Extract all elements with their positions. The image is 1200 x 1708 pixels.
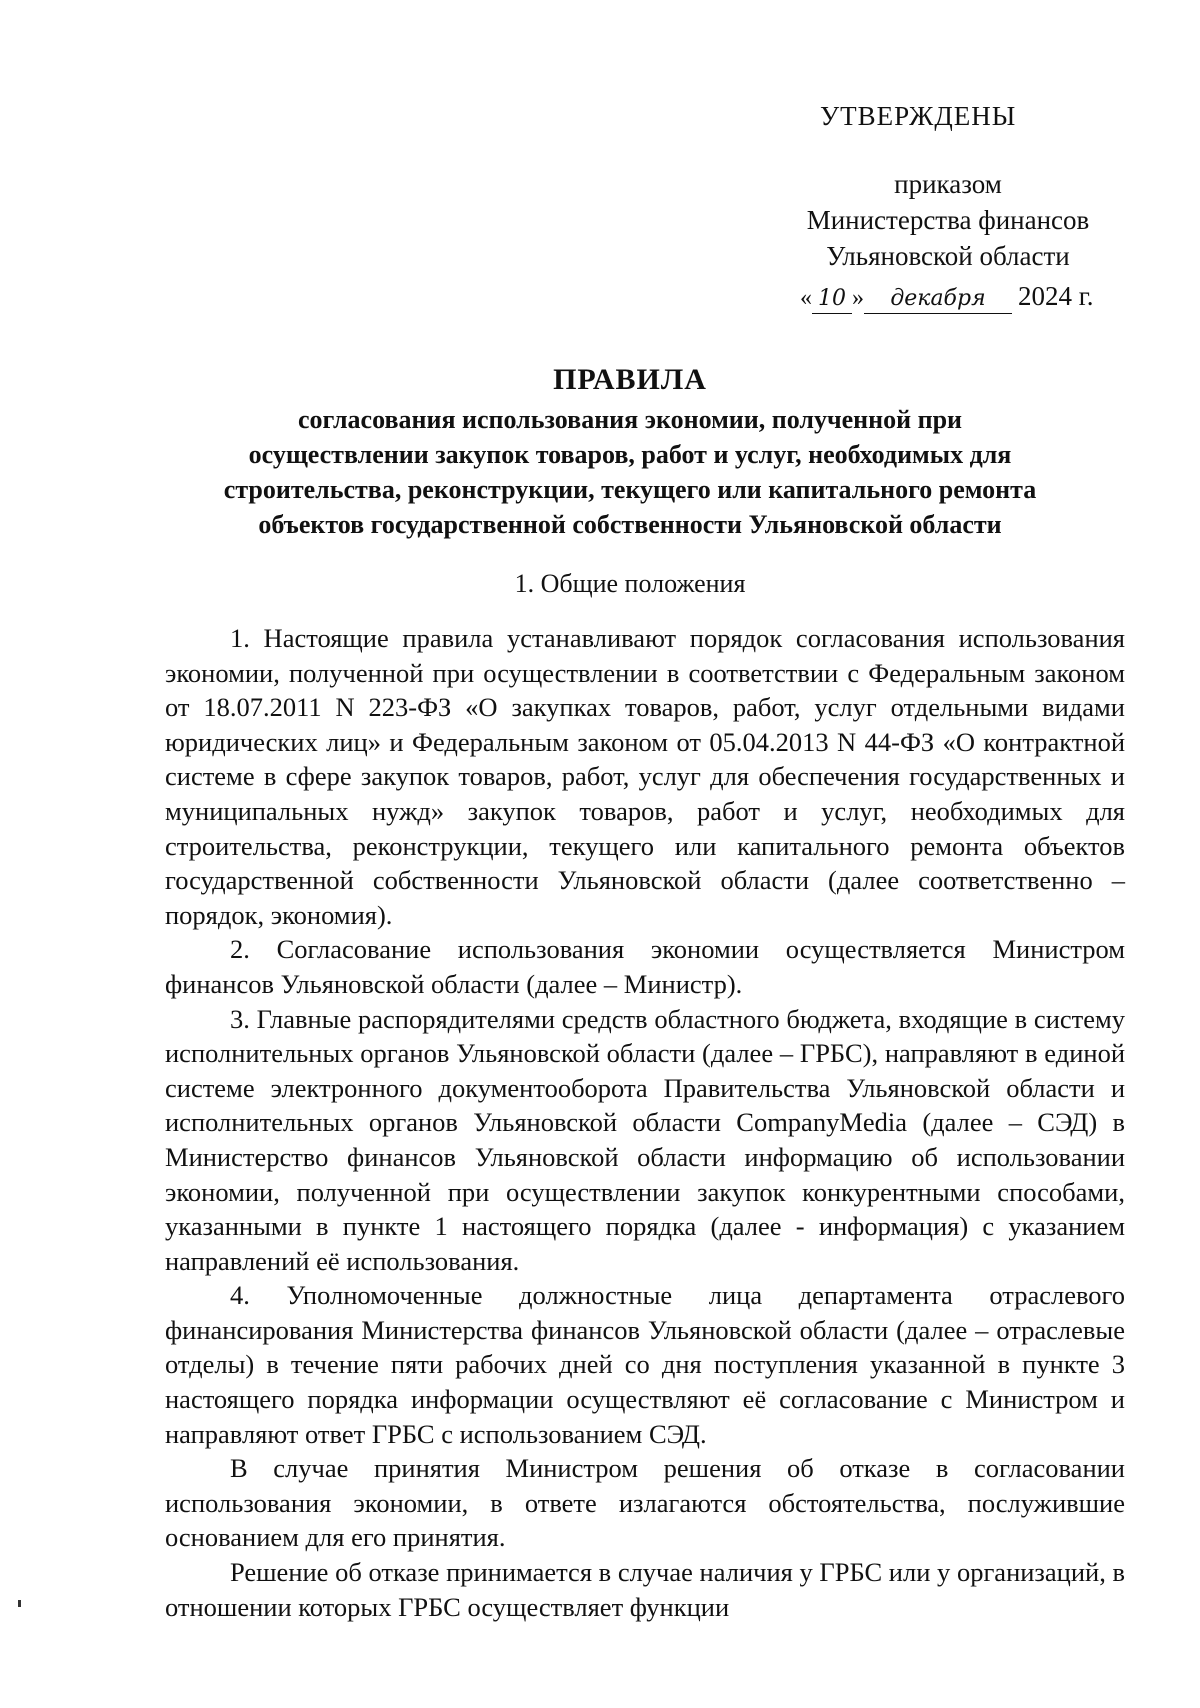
- subtitle-line: осуществлении закупок товаров, работ и услуг, необходимых для: [248, 440, 1012, 469]
- date-year: 2024 г.: [1018, 281, 1094, 311]
- approval-stamp-title: УТВЕРЖДЕНЫ: [820, 101, 1017, 131]
- section-heading: 1. Общие положения: [514, 569, 746, 598]
- approval-date: [800, 278, 1160, 316]
- document-title-block: [130, 360, 1130, 542]
- order-line: приказом: [894, 169, 1002, 199]
- date-month-handwritten: декабря: [864, 281, 1012, 314]
- paragraph: Решение об отказе принимается в случае наличия у ГРБС или у организаций, в отношении которых ГРБС осуществляет функции: [165, 1557, 1125, 1622]
- scan-artifact: [18, 1600, 21, 1607]
- date-open-quote: «: [800, 285, 812, 311]
- approval-block: [800, 98, 1160, 316]
- paragraph: 2. Согласование использования экономии осуществляется Министром финансов Ульяновской области (далее – Министр).: [165, 934, 1125, 999]
- paragraph: 4. Уполномоченные должностные лица департамента отраслевого финансирования Министерства финансов Ульяновской области (далее – отраслевые отделы) в течение пяти рабочих дней со дня поступления указанной в пункте 3 настоящего порядка информации осуществляют её согласование с Министром и направляют ответ ГРБС с использованием СЭД.: [165, 1280, 1125, 1449]
- document-body: [165, 621, 1125, 1624]
- document-title: ПРАВИЛА: [553, 363, 707, 396]
- paragraph: В случае принятия Министром решения об отказе в согласовании использования экономии, в ответе излагаются обстоятельства, послужившие основанием для его принятия.: [165, 1453, 1125, 1553]
- subtitle-line: согласования использования экономии, полученной при: [297, 405, 963, 434]
- order-line: Министерства финансов: [806, 205, 1090, 235]
- subtitle-line: объектов государственной собственности Ульяновской области: [258, 510, 1002, 539]
- document-subtitle: [130, 402, 1130, 542]
- paragraph: 3. Главные распорядителями средств областного бюджета, входящие в систему исполнительных органов Ульяновской области (далее – ГРБС), направляют в единой системе электронного документооборота Правительства Ульяновской области и исполнительных органов Ульяновской области CompanyMedia (далее – СЭД) в Министерство финансов Ульяновской области информацию об использовании экономии, полученной при осуществлении закупок конкурентными способами, указанными в пункте 1 настоящего порядка (далее - информация) с указанием направлений её использования.: [165, 1003, 1125, 1276]
- paragraph: 1. Настоящие правила устанавливают порядок согласования использования экономии, полученной при осуществлении в соответствии с Федеральным законом от 18.07.2011 N 223-ФЗ «О закупках товаров, работ, услуг отдельными видами юридических лиц» и Федеральным законом от 05.04.2013 N 44-ФЗ «О контрактной системе в сфере закупок товаров, работ, услуг для обеспечения государственных и муниципальных нужд» закупок товаров, работ и услуг, необходимых для строительства, реконструкции, текущего или капитального ремонта объектов государственной собственности Ульяновской области (далее соответственно – порядок, экономия).: [165, 623, 1125, 930]
- subtitle-line: строительства, реконструкции, текущего или капитального ремонта: [223, 475, 1037, 504]
- order-line: Ульяновской области: [826, 241, 1070, 271]
- date-day-handwritten: 10: [812, 281, 852, 314]
- date-close-quote: »: [852, 285, 864, 311]
